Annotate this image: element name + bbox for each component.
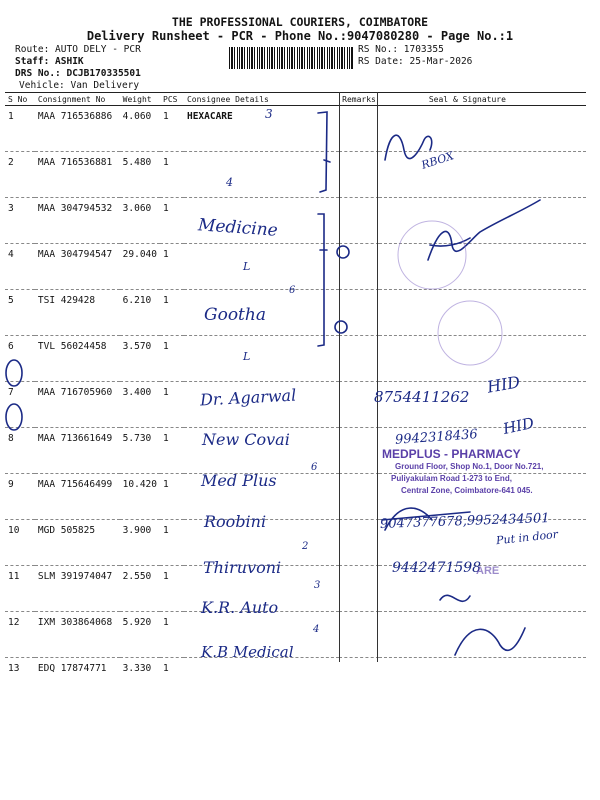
col-weight: Weight	[120, 93, 160, 106]
consignee-cell	[184, 152, 339, 198]
signature-cell	[379, 106, 586, 152]
signature-divider	[377, 92, 378, 662]
hw-phone-4: 9442471598	[392, 560, 482, 576]
hw-thiruvoni: Thiruvoni	[203, 558, 282, 577]
hw-l-1: L	[243, 260, 251, 273]
sno-cell: 9	[5, 474, 35, 520]
hw-number-3: 3	[265, 107, 273, 121]
table-row	[5, 106, 586, 152]
weight-cell: 29.040	[120, 244, 160, 290]
barcode	[229, 47, 353, 69]
sno-cell: 1	[5, 106, 35, 152]
hw-kr-auto: K.R. Auto	[201, 598, 279, 617]
remarks-cell	[339, 520, 379, 566]
weight-cell: 5.730	[120, 428, 160, 474]
hw-number-4: 4	[226, 176, 233, 189]
pcs-cell: 1	[160, 382, 184, 428]
drs-label: DRS No.: DCJB170335501	[15, 68, 141, 79]
hw-rbox: RBOX	[419, 149, 456, 172]
weight-cell: 3.400	[120, 382, 160, 428]
pcs-cell: 1	[160, 106, 184, 152]
hw-l-2: L	[243, 350, 251, 363]
col-seal-signature: Seal & Signature	[379, 93, 586, 106]
hw-medicine: Medicine	[197, 215, 279, 241]
weight-cell: 5.920	[120, 612, 160, 658]
weight-cell: 2.550	[120, 566, 160, 612]
stamp-faded-text: ARE	[476, 565, 500, 577]
hw-hid-2: HID	[501, 413, 536, 439]
pcs-cell: 1	[160, 566, 184, 612]
weight-cell: 5.480	[120, 152, 160, 198]
consignee-cell: HEXACARE	[184, 106, 339, 152]
signature-cell	[379, 336, 586, 382]
hw-roobini: Roobini	[204, 512, 267, 531]
consignment-cell: MAA 716536881	[35, 152, 120, 198]
remarks-cell	[339, 152, 379, 198]
consignment-cell: SLM 391974047	[35, 566, 120, 612]
remarks-cell	[339, 198, 379, 244]
hw-number-3b: 3	[314, 580, 321, 591]
consignment-cell: EDQ 17874771	[37, 663, 107, 674]
consignee-cell	[184, 336, 339, 382]
rs-date: RS Date: 25-Mar-2026	[358, 56, 473, 67]
consignee-cell	[184, 244, 339, 290]
stamp-address-2: Puliyakulam Road 1-273 to End,	[391, 474, 512, 483]
sno-cell: 6	[5, 336, 35, 382]
signature-cell	[379, 152, 586, 198]
hw-phones-3: 9047377678,9952434501	[379, 511, 550, 532]
rs-number: RS No.: 1703355	[358, 44, 444, 55]
hw-number-6b: 6	[311, 462, 318, 473]
consignment-cell: MAA 715646499	[35, 474, 120, 520]
hw-gootha: Gootha	[204, 305, 266, 325]
consignment-cell: TSI 429428	[35, 290, 120, 336]
consignment-cell: MAA 716705960	[35, 382, 120, 428]
col-pcs: PCS	[160, 93, 184, 106]
hw-put-in-door: Put in door	[495, 527, 559, 548]
stamp-address-3: Central Zone, Coimbatore-641 045.	[401, 486, 533, 495]
hw-kb-medical: K.B Medical	[201, 643, 294, 661]
company-title: THE PROFESSIONAL COURIERS, COIMBATORE	[171, 15, 429, 29]
stamp-title: MEDPLUS - PHARMACY	[382, 447, 521, 461]
hw-number-2: 2	[302, 541, 309, 552]
consignment-cell: MAA 304794547	[35, 244, 120, 290]
weight-cell: 4.060	[120, 106, 160, 152]
consignment-cell: MAA 716536886	[35, 106, 120, 152]
signature-cell	[379, 290, 586, 336]
pcs-cell: 1	[160, 198, 184, 244]
sno-cell: 5	[5, 290, 35, 336]
weight-cell: 6.210	[120, 290, 160, 336]
col-sno: S No	[5, 93, 35, 106]
pcs-cell: 1	[160, 474, 184, 520]
sno-cell: 4	[5, 244, 35, 290]
remarks-cell	[339, 106, 379, 152]
remarks-cell	[339, 658, 379, 704]
sno-cell: 12	[5, 612, 35, 658]
hw-phone-2: 9942318436	[394, 427, 479, 448]
pcs-cell: 1	[160, 612, 184, 658]
remarks-divider	[339, 92, 340, 662]
route-label: Route: AUTO DELY - PCR	[15, 44, 141, 55]
sno-cell: 11	[5, 566, 35, 612]
sno-cell: 2	[5, 152, 35, 198]
col-remarks: Remarks	[339, 93, 379, 106]
hw-number-4b: 4	[313, 624, 320, 635]
vehicle-label: Vehicle: Van Delivery	[19, 80, 140, 91]
pcs-cell: 1	[160, 336, 184, 382]
hw-dr-agarwal: Dr. Agarwal	[199, 385, 297, 410]
table-row	[5, 152, 586, 198]
pcs-cell: 1	[160, 244, 184, 290]
stamp-address-1: Ground Floor, Shop No.1, Door No.721,	[395, 462, 544, 471]
table-row	[5, 244, 586, 290]
staff-label: Staff: ASHIK	[15, 56, 84, 67]
remarks-cell	[339, 336, 379, 382]
pcs-cell: 1	[160, 520, 184, 566]
signature-cell	[379, 612, 586, 658]
table-row	[5, 658, 586, 704]
signature-cell	[379, 244, 586, 290]
consignment-cell: IXM 303864068	[35, 612, 120, 658]
table-row	[5, 198, 586, 244]
remarks-cell	[339, 428, 379, 474]
weight-cell: 3.570	[120, 336, 160, 382]
runsheet-subtitle: Delivery Runsheet - PCR - Phone No.:9047080280 - Page No.:1	[86, 29, 514, 43]
hw-hid-1: HID	[485, 372, 522, 397]
weight-cell: 3.900	[120, 520, 160, 566]
sno-cell: 7	[5, 382, 35, 428]
consignee-cell	[184, 658, 339, 704]
table-row	[5, 612, 586, 658]
remarks-cell	[339, 382, 379, 428]
table-row	[5, 290, 586, 336]
table-header	[5, 93, 586, 106]
sno-cell: 3	[5, 198, 35, 244]
consignment-cell: MAA 304794532	[35, 198, 120, 244]
weight-cell: 10.420	[120, 474, 160, 520]
remarks-cell	[339, 474, 379, 520]
hw-number-6a: 6	[289, 285, 296, 296]
remarks-cell	[339, 566, 379, 612]
pcs-cell: 1	[160, 290, 184, 336]
weight-cell: 3.330	[122, 663, 152, 674]
remarks-cell	[339, 612, 379, 658]
col-consignee: Consignee Details	[184, 93, 339, 106]
sno-cell: 8	[5, 428, 35, 474]
pcs-cell: 1	[163, 663, 169, 674]
hw-phone-1: 8754411262	[374, 388, 470, 406]
consignment-cell: MGD 505825	[35, 520, 120, 566]
weight-cell: 3.060	[120, 198, 160, 244]
remarks-cell	[339, 244, 379, 290]
signature-cell	[379, 658, 586, 704]
hw-med-plus: Med Plus	[201, 471, 277, 490]
pcs-cell: 1	[160, 152, 184, 198]
consignment-cell: MAA 713661649	[35, 428, 120, 474]
signature-cell	[379, 198, 586, 244]
col-consignment: Consignment No	[35, 93, 120, 106]
hw-new-covai: New Covai	[202, 430, 290, 449]
sno-cell: 13	[8, 663, 20, 674]
consignment-cell: TVL 56024458	[35, 336, 120, 382]
pcs-cell: 1	[160, 428, 184, 474]
sno-cell: 10	[5, 520, 35, 566]
remarks-cell	[339, 290, 379, 336]
